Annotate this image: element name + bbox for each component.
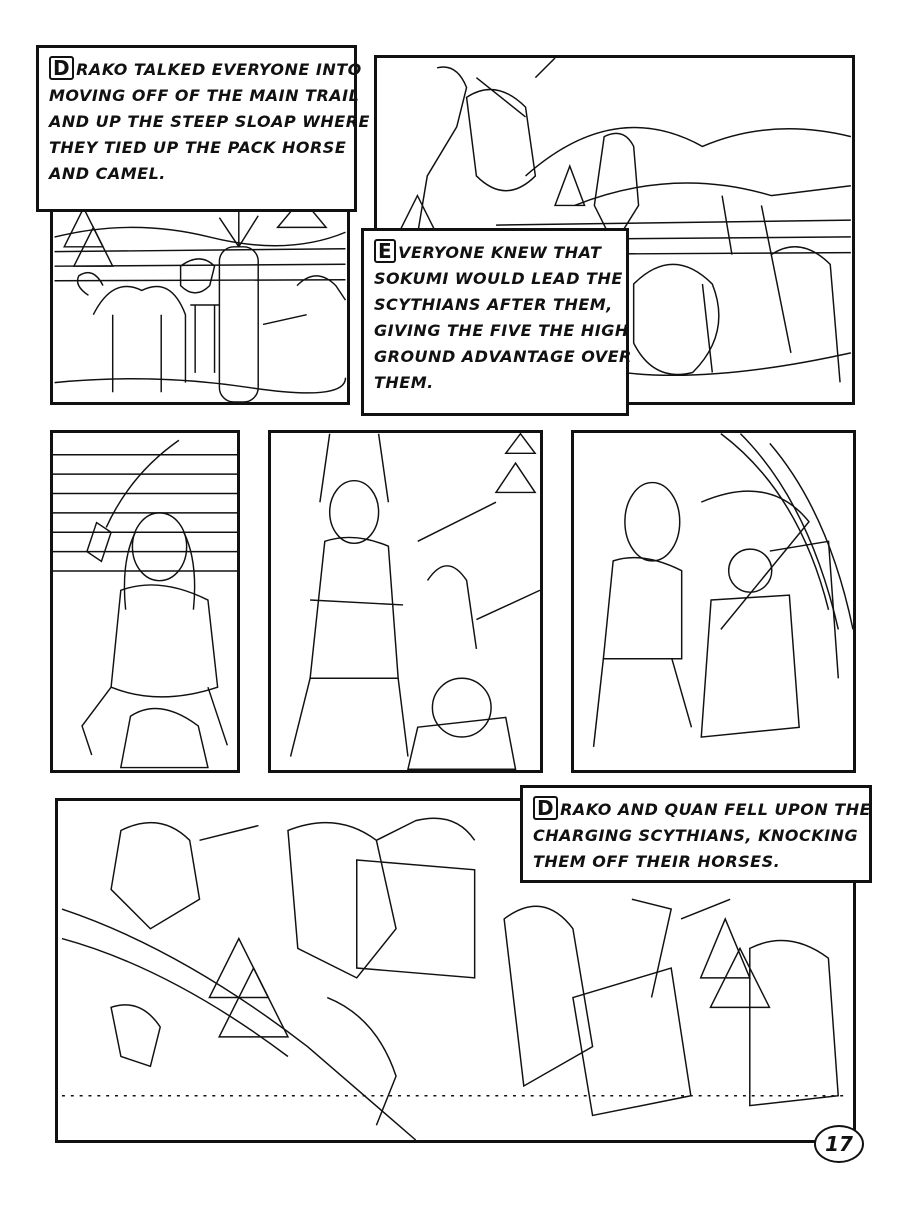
caption-1-line-1: MOVING OFF OF THE MAIN TRAIL [49, 86, 360, 105]
caption-2-line-5: THEM. [374, 373, 434, 392]
panel-5-strike [571, 430, 856, 773]
panel-4-illustration [271, 433, 540, 770]
caption-1-line-2: AND UP THE STEEP SLOAP WHERE [49, 112, 370, 131]
caption-1-line-3: THEY TIED UP THE PACK HORSE [49, 138, 347, 157]
panel-3-illustration [53, 433, 237, 770]
caption-3-line-1: CHARGING SCYTHIANS, KNOCKING [533, 826, 859, 845]
caption-box-3 [520, 785, 872, 883]
panel-1-tied-animals [50, 205, 350, 405]
caption-2-dropcap: E [374, 239, 396, 263]
caption-box-2 [361, 228, 632, 416]
panel-1-illustration [53, 208, 347, 402]
panel-4-attack [268, 430, 543, 773]
caption-3-line-0: D RAKO AND QUAN FELL UPON THE [533, 796, 859, 823]
caption-3-line-2: THEM OFF THEIR HORSES. [533, 852, 781, 871]
caption-1-dropcap: D [49, 56, 74, 80]
caption-box-1 [36, 45, 370, 212]
caption-2-line-3: GIVING THE FIVE THE HIGH [374, 321, 629, 340]
page-number: 17 [814, 1125, 864, 1163]
panel-5-illustration [574, 433, 853, 770]
caption-2-line-0: E VERYONE KNEW THAT [374, 239, 616, 266]
panel-3-swordsman [50, 430, 240, 773]
caption-1-line-0: D RAKO TALKED EVERYONE INTO [49, 56, 344, 83]
caption-1-line-4: AND CAMEL. [49, 164, 166, 183]
caption-2-line-4: GROUND ADVANTAGE OVER [374, 347, 632, 366]
caption-2-line-1: SOKUMI WOULD LEAD THE [374, 269, 623, 288]
caption-2-line-2: SCYTHIANS AFTER THEM, [374, 295, 613, 314]
caption-3-dropcap: D [533, 796, 558, 820]
